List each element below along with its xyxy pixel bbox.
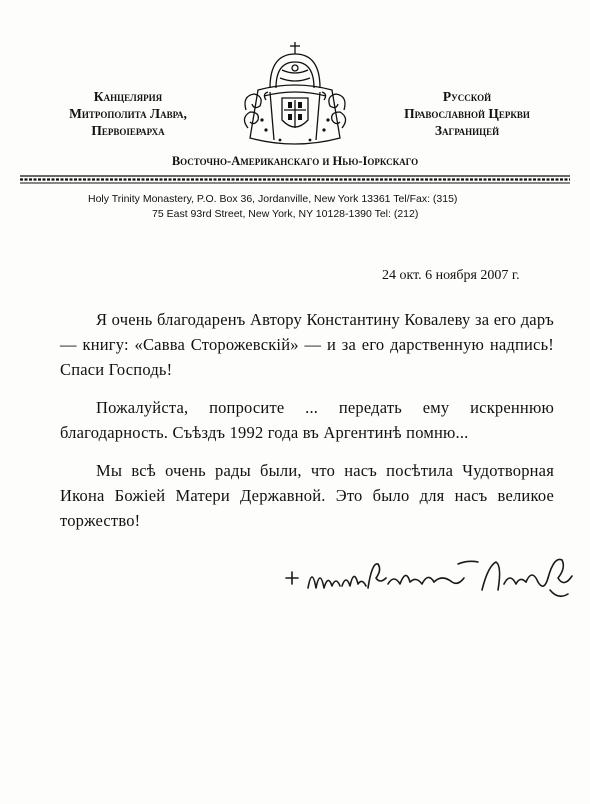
letterhead-left-line: Канцелярия [93, 89, 163, 104]
letterhead-right-line: Заграницей [434, 123, 500, 138]
letterhead-right-line: Русской [442, 89, 492, 104]
crest-emblem-icon [240, 40, 350, 152]
letterhead-divider [20, 174, 570, 186]
letter-date: 24 окт. 6 ноября 2007 г. [382, 268, 520, 283]
letterhead-left [52, 88, 204, 139]
letterhead-left-line: Митрополита Лавра, [69, 106, 187, 121]
letterhead-diocese: Восточно-Американскаго и Нью-Iоркскаго [171, 154, 419, 168]
letterhead-right [392, 88, 542, 139]
letter-paragraph: Я очень благодаренъ Автору Константину Ковалеву за его даръ — книгу: «Савва Сторожевскiй» — и за его дарственную надпись! Спаси Господь! [60, 310, 554, 379]
letter-paragraph: Мы всѣ очень рады были, что насъ посѣтила Чудотворная Икона Божiей Матери Державной. Это было для насъ великое торжество! [60, 461, 554, 530]
letter-paragraph: Пожалуйста, попросите ... передать ему искреннюю благодарность. Съѣздъ 1992 года въ Аргентинѣ помню... [60, 398, 554, 442]
address-line: 75 East 93rd Street, New York, NY 10128-1390 Tel: (212) [152, 208, 419, 220]
letterhead-right-line: Православной Церкви [404, 106, 530, 121]
letterhead-left-line: Первоiерарха [91, 123, 165, 138]
handwritten-signature [282, 548, 582, 606]
address-line: Holy Trinity Monastery, P.O. Box 36, Jordanville, New York 13361 Tel/Fax: (315) [88, 193, 458, 205]
